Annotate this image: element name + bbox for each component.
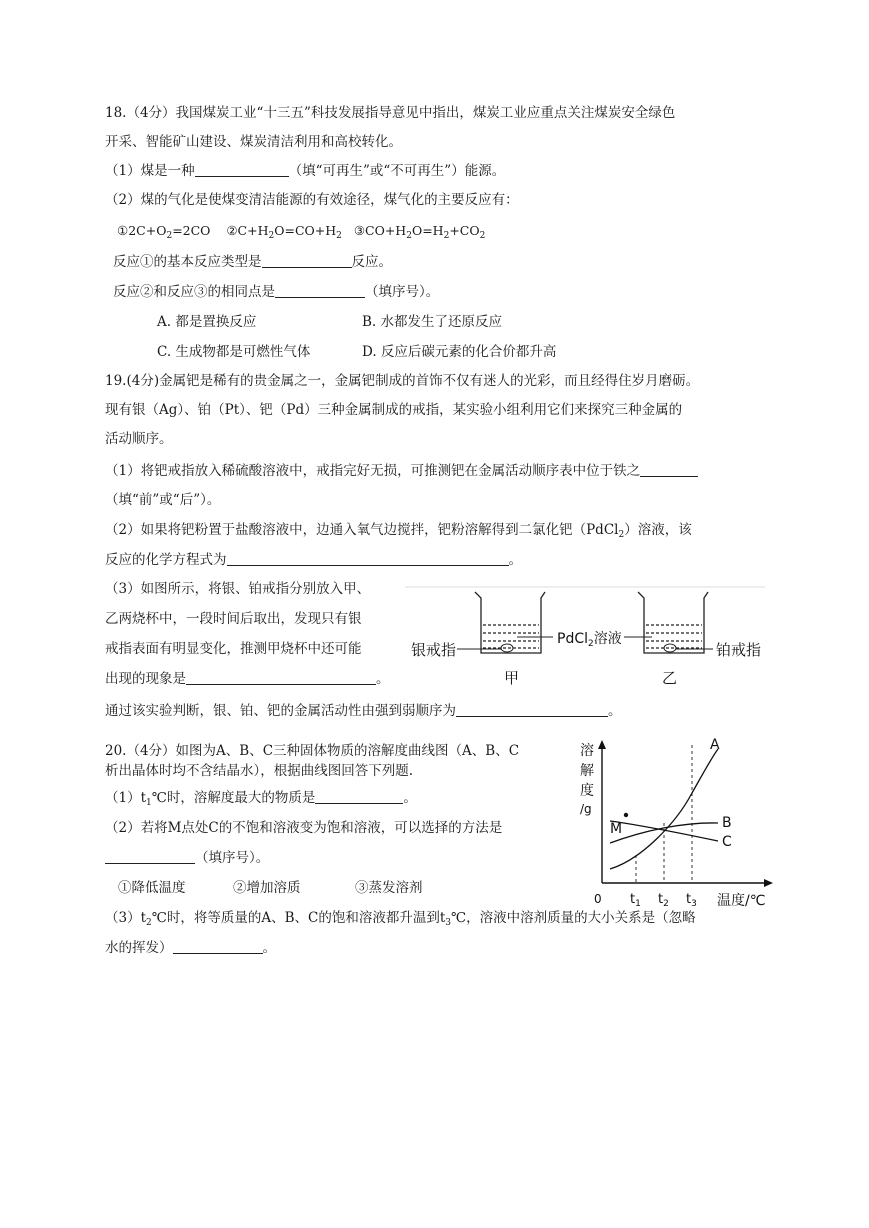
q19-part3-line5: 通过该实验判断，银、铂、钯的金属活动性由强到弱顺序为 。 — [105, 703, 622, 719]
y-axis-label-4: /g — [580, 802, 592, 816]
platinum-ring-label: 铂戒指 — [716, 641, 762, 659]
reaction-1: $①2C+O_2=2CO$ — [117, 223, 211, 241]
q19-part1-text: （1）将钯戒指放入稀硫酸溶液中，戒指完好无损，可推测钯在金属活动顺序表中位于铁之 — [105, 463, 641, 479]
q19-part3-line1: （3）如图所示，将银、铂戒指分别放入甲、 — [105, 581, 371, 597]
reaction-2: $②C+H_2O=CO+H_2$ — [226, 223, 342, 241]
q19-phenomenon-text: 出现的现象是 — [105, 671, 186, 687]
q18-option-c: C. 生成物都是可燃性气体 — [157, 344, 311, 360]
point-m-label: M — [610, 821, 623, 837]
q19-intro-line3: 活动顺序。 — [105, 431, 173, 447]
q19-part2: （2）如果将钯粉置于盐酸溶液中，边通入氧气边搅拌，钯粉溶解得到二氯化钯（PdCl$_2$）溶液，该 — [105, 522, 692, 540]
q20-part2: （2）若将M点处C的不饱和溶液变为饱和溶液，可以选择的方法是 — [105, 820, 503, 836]
beaker-jia-label: 甲 — [504, 669, 520, 687]
solubility-graph — [570, 735, 775, 910]
q20-part1-blank[interactable] — [315, 789, 403, 804]
q20-part2-blank[interactable] — [105, 849, 195, 864]
q20-intro-line2: 析出晶体时均不含结晶水），根据曲线图回答下列题. — [105, 763, 414, 779]
q18-same-point-text: 反应②和反应③的相同点是 — [113, 284, 275, 300]
curve-a — [610, 749, 718, 869]
q18-reaction-type — [113, 253, 392, 271]
q19-part3-line3: 戒指表面有明显变化，推测甲烧杯中还可能 — [105, 641, 362, 657]
x-axis-label: 温度/℃ — [717, 893, 766, 909]
q18-reactions — [117, 222, 485, 240]
tick-t2: $t_2$ — [658, 892, 669, 909]
q18-reaction-type-blank[interactable] — [262, 253, 352, 268]
q18-option-a: A. 都是置换反应 — [157, 314, 257, 330]
tick-t3: $t_3$ — [686, 892, 697, 909]
beaker-yi-label: 乙 — [662, 669, 678, 687]
q18-option-b: B. 水都发生了还原反应 — [362, 314, 503, 330]
curve-a-label: A — [710, 737, 720, 753]
y-axis-label-2: 解 — [580, 763, 594, 779]
q18-part1-answer-blank[interactable] — [195, 162, 289, 177]
q19-intro-line1: 19.(4分)金属钯是稀有的贵金属之一，金属钯制成的首饰不仅有迷人的光彩，而且经得住岁月磨砺。 — [105, 373, 700, 389]
q19-part3-line4: 出现的现象是 。 — [105, 671, 390, 687]
q19-equation-text: 反应的化学方程式为 — [105, 552, 227, 568]
q20-method-1: ①降低温度 — [118, 880, 186, 896]
q18-reaction-type-text: 反应①的基本反应类型是 — [113, 254, 262, 270]
q20-part3: $(3)t_2℃$时，将等质量的A、B、C的饱和溶液都升温到$t_3℃$，溶液中溶剂质量的大小关系是（忽略 — [105, 910, 696, 928]
q18-part1 — [105, 162, 505, 180]
silver-ring-label: 银戒指 — [411, 641, 457, 659]
q20-intro-line1: 20.（4分）如图为A、B、C三种固体物质的溶解度曲线图（A、B、C — [105, 743, 520, 759]
beaker-yi — [638, 592, 708, 653]
y-axis-label-1: 溶 — [580, 743, 594, 759]
q19-order-blank[interactable] — [456, 702, 608, 717]
q18-same-point — [113, 283, 439, 301]
q18-part1-text: （1）煤是一种 — [105, 163, 195, 179]
q19-order-text: 通过该实验判断，银、铂、钯的金属活动性由强到弱顺序为 — [105, 703, 456, 719]
q18-reaction-type-post: 反应。 — [351, 254, 392, 270]
q19-part2-equation: 反应的化学方程式为 。 — [105, 552, 522, 568]
curve-c-label: C — [722, 834, 732, 850]
curve-b-label: B — [722, 815, 732, 831]
q20-method-2: ②增加溶质 — [233, 880, 301, 896]
point-m — [624, 813, 628, 817]
q18-same-point-post: （填序号）。 — [365, 284, 440, 300]
y-axis-label-3: 度 — [580, 783, 594, 799]
q19-part3-line2: 乙两烧杯中，一段时间后取出，发现只有银 — [105, 611, 362, 627]
tick-t1: $t_1$ — [630, 892, 641, 909]
q19-part1-blank[interactable] — [640, 462, 698, 477]
q18-same-point-blank[interactable] — [275, 283, 365, 298]
q20-method-3: ③蒸发溶剂 — [355, 880, 423, 896]
q20-part3-answer: 水的挥发） 。 — [105, 940, 276, 956]
q18-intro-line2: 开采、智能矿山建设、煤炭清洁利用和高校转化。 — [105, 134, 402, 150]
pdcl2-solution-label: PdCl$_2$溶液 — [557, 631, 622, 649]
q19-intro-line2: 现有银（Ag）、铂（Pt）、钯（Pd）三种金属制成的戒指，某实验小组利用它们来探究三种金属的 — [105, 402, 683, 418]
q19-phenomenon-blank[interactable] — [186, 670, 376, 685]
q18-part2: （2）煤的气化是使煤变清洁能源的有效途径，煤气化的主要反应有： — [105, 192, 519, 208]
q20-part2-answer: （填序号）。 — [105, 849, 269, 867]
q19-part1 — [105, 462, 698, 480]
q18-part1-text-post: （填“可再生”或“不可再生”）能源。 — [288, 163, 506, 179]
q20-part3-blank[interactable] — [173, 939, 263, 954]
q18-option-d: D. 反应后碳元素的化合价都升高 — [362, 344, 557, 360]
beaker-figure — [405, 585, 770, 690]
reaction-3: $③CO+H_2O=H_2+CO_2$ — [353, 223, 486, 241]
q19-part1-hint: （填“前”或“后”）。 — [105, 492, 221, 508]
q18-intro-line1: 18.（4分）我国煤炭工业“十三五”科技发展指导意见中指出，煤炭工业应重点关注煤炭安全绿色 — [105, 105, 676, 121]
origin-label: 0 — [594, 892, 602, 906]
q19-equation-blank[interactable] — [227, 551, 509, 566]
q20-part1: $(1)t_1℃$时，溶解度最大的物质是 。 — [105, 790, 417, 808]
beaker-jia — [475, 592, 545, 653]
